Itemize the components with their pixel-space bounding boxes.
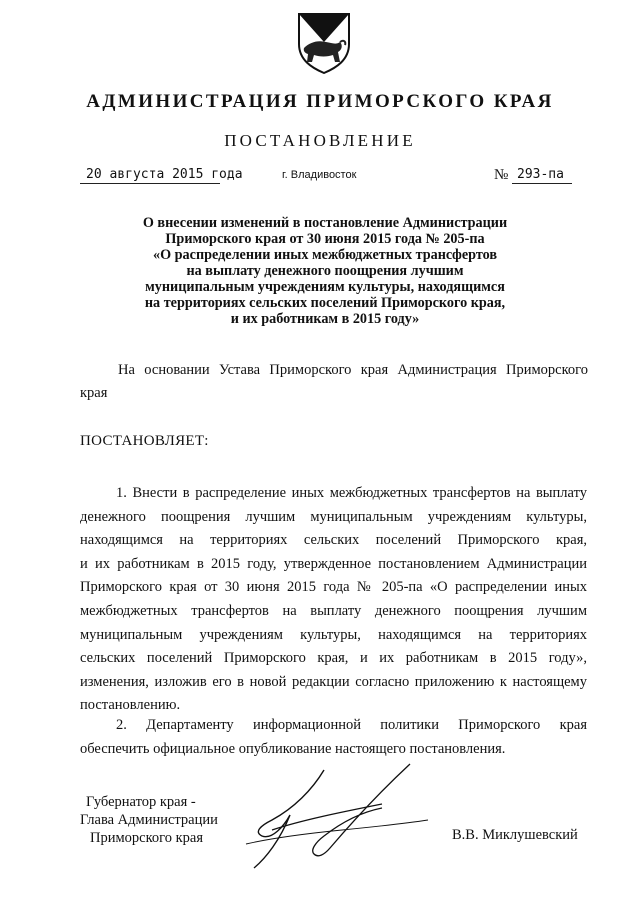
document-type: ПОСТАНОВЛЕНИЕ	[224, 131, 416, 150]
clause-line: денежного поощрения лучшим муниципальным учреждениям культуры,	[80, 508, 587, 525]
document-date: 20 августа 2015 года	[86, 167, 243, 182]
clause-line: межбюджетных трансфертов на выплату денежного поощрения лучшим	[80, 602, 587, 619]
date-underline	[80, 183, 220, 184]
signatory-name: В.В. Миклушевский	[452, 827, 578, 843]
document-city: г. Владивосток	[282, 169, 357, 181]
handwritten-signature	[232, 760, 442, 875]
clause-2	[80, 714, 587, 761]
title-line: и их работникам в 2015 году»	[230, 311, 420, 327]
title-line: на территориях сельских поселений Приморского края,	[144, 295, 506, 311]
clause-line: постановлению.	[80, 697, 181, 714]
document-number: 293-па	[517, 167, 564, 182]
clause-line: муниципальным учреждениям культуры, находящимся на территориях	[80, 626, 587, 643]
document-title	[120, 215, 530, 327]
organization-name: АДМИНИСТРАЦИЯ ПРИМОРСКОГО КРАЯ	[86, 91, 554, 112]
title-line: Приморского края от 30 июня 2015 года № 205-па	[165, 231, 485, 247]
document-meta-row	[80, 167, 580, 189]
number-sign: №	[494, 167, 509, 183]
basis-paragraph-line: На основании Устава Приморского края Администрация Приморского	[118, 362, 588, 378]
signatory-position	[80, 793, 218, 847]
signatory-position-line: Приморского края	[90, 830, 204, 846]
clause-line: находящимся на территориях сельских поселений Приморского края,	[80, 532, 587, 549]
decree-heading: ПОСТАНОВЛЯЕТ:	[80, 433, 209, 449]
number-underline	[512, 183, 572, 184]
clause-line: изменения, изложив его в новой редакции согласно приложению к настоящему	[80, 673, 587, 690]
signatory-position-line: Глава Администрации	[80, 812, 218, 828]
clause-line: Приморского края от 30 июня 2015 года № 205-па «О распределении иных	[80, 579, 587, 596]
title-line: «О распределении иных межбюджетных трансфертов	[152, 247, 498, 263]
clause-line: 2. Департаменту информационной политики Приморского края	[116, 717, 587, 733]
signatory-position-line: Губернатор края -	[86, 794, 196, 810]
clause-1	[80, 482, 587, 718]
clause-line: сельских поселений Приморского края, и их работникам в 2015 году»,	[80, 650, 587, 667]
title-line: муниципальным учреждениям культуры, находящимся	[145, 279, 505, 295]
basis-paragraph-line: края	[80, 385, 108, 401]
clause-line: обеспечить официальное опубликование настоящего постановления.	[80, 740, 506, 757]
title-line: на выплату денежного поощрения лучшим	[186, 263, 464, 279]
clause-line: 1. Внести в распределение иных межбюджетных трансфертов на выплату	[116, 485, 587, 501]
clause-line: и их работникам в 2015 году, утвержденное постановлением Администрации	[80, 555, 587, 572]
coat-of-arms-icon	[296, 12, 352, 74]
title-line: О внесении изменений в постановление Администрации	[142, 215, 508, 231]
